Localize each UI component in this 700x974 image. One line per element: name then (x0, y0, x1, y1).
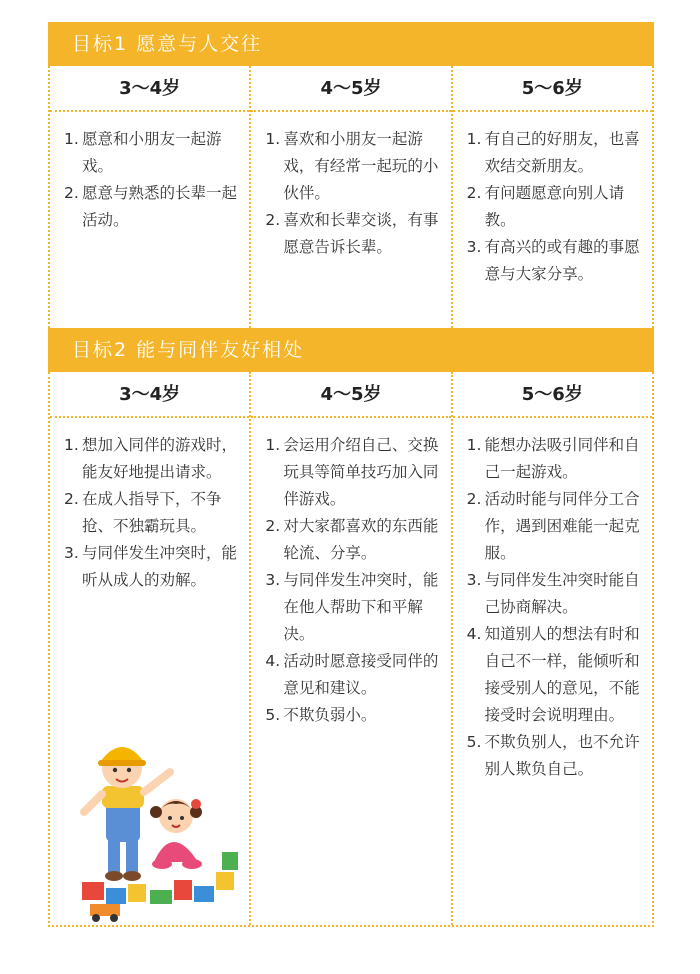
toy-block (82, 882, 104, 900)
age-header: 4～5岁 (251, 372, 450, 418)
goal-item: 1. 能想办法吸引同伴和自己一起游戏。 (466, 436, 640, 481)
boy-shoe (105, 871, 123, 881)
goal-section-1 (48, 22, 654, 328)
goal-item: 5. 不欺负别人，也不允许别人欺负自己。 (466, 733, 640, 778)
goal-item: 1. 有自己的好朋友，也喜欢结交新朋友。 (466, 130, 640, 175)
age-header: 3～4岁 (50, 66, 249, 112)
toy-block (174, 880, 192, 900)
age-header: 4～5岁 (251, 66, 450, 112)
toy-block (106, 888, 126, 904)
goal-item: 1. 想加入同伴的游戏时，能友好地提出请求。 (64, 436, 238, 481)
goal-item: 1. 愿意和小朋友一起游戏。 (64, 130, 222, 175)
goal-items (251, 112, 450, 328)
toy-wheel (110, 914, 118, 922)
goal-item: 2. 活动时能与同伴分工合作，遇到困难能一起克服。 (466, 490, 640, 562)
age-header: 5～6岁 (453, 372, 652, 418)
girl-dress (154, 842, 198, 862)
hard-hat (100, 747, 144, 762)
goal-items (50, 418, 249, 604)
goal-item: 4. 活动时愿意接受同伴的意见和建议。 (265, 652, 439, 697)
goal-item: 3. 与同伴发生冲突时能自己协商解决。 (466, 571, 640, 616)
goal-item: 4. 知道别人的想法有时和自己不一样，能倾听和接受别人的意见，不能接受时会说明理由。 (466, 625, 640, 724)
boy-leg (126, 840, 138, 874)
goal-item: 2. 喜欢和长辈交谈，有事愿意告诉长辈。 (265, 211, 439, 256)
toy-block (150, 890, 172, 904)
goal-item: 1. 会运用介绍自己、交换玩具等简单技巧加入同伴游戏。 (265, 436, 439, 508)
age-column (251, 372, 452, 925)
goals-table (48, 22, 654, 932)
goal-grid (48, 66, 654, 328)
goal-items (453, 112, 652, 328)
hair-bow (191, 799, 201, 809)
goal-item: 5. 不欺负弱小。 (265, 706, 377, 724)
goal-item: 2. 愿意与熟悉的长辈一起活动。 (64, 184, 238, 229)
age-column (453, 372, 652, 925)
toy-block (216, 872, 234, 890)
goal-item: 3. 有高兴的或有趣的事愿意与大家分享。 (466, 238, 640, 283)
goal-item: 1. 喜欢和小朋友一起游戏，有经常一起玩的小伙伴。 (265, 130, 439, 202)
age-column (50, 66, 251, 328)
girl (150, 799, 202, 869)
boy-shirt (102, 786, 144, 808)
boy-shoe (123, 871, 141, 881)
age-header: 3～4岁 (50, 372, 249, 418)
goal-item: 2. 有问题愿意向别人请教。 (466, 184, 625, 229)
hard-hat-brim (98, 760, 146, 766)
toy-block (194, 886, 214, 902)
toy-block (128, 884, 146, 902)
goal-items (251, 418, 450, 739)
goal-title: 目标2 能与同伴友好相处 (48, 328, 654, 372)
age-column (251, 66, 452, 328)
age-header: 5～6岁 (453, 66, 652, 112)
toy-truck (90, 904, 120, 916)
goal-item: 3. 与同伴发生冲突时，能在他人帮助下和平解决。 (265, 571, 439, 643)
goal-items (50, 112, 249, 328)
goal-items (453, 418, 652, 793)
goal-item: 2. 对大家都喜欢的东西能轮流、分享。 (265, 517, 439, 562)
toy-wheel (92, 914, 100, 922)
goal-title: 目标1 愿意与人交往 (48, 22, 654, 66)
boy-leg (108, 840, 120, 874)
toy-block (222, 852, 238, 870)
age-column (453, 66, 652, 328)
goal-item: 3. 与同伴发生冲突时，能听从成人的劝解。 (64, 544, 238, 589)
children-playing-illustration (62, 712, 252, 932)
goal-item: 2. 在成人指导下，不争抢、不独霸玩具。 (64, 490, 222, 535)
